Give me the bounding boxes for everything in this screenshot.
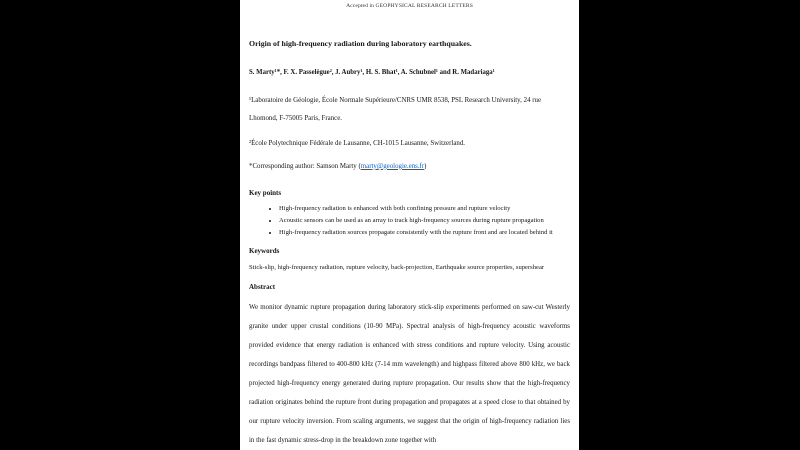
key-point-item: • High-frequency radiation sources propagate consistently with the rupture front and are located behind it [279,228,570,239]
affiliation-2: ²École Polytechnique Fédérale de Lausanne, CH-1015 Lausanne, Switzerland. [249,139,465,147]
corresponding-suffix: ) [424,162,427,170]
paper-page [240,0,579,450]
key-point-item: • Acoustic sensors can be used as an array to track high-frequency sources during rupture propagation [279,216,570,227]
corresponding-prefix: *Corresponding author: Samson Marty ( [249,162,361,170]
author-line: S. Marty¹*, F. X. Passelègue², J. Aubry¹, H. S. Bhat¹, A. Schubnel¹ and R. Madariaga¹ [249,69,495,76]
accepted-note: Accepted in GEOPHYSICAL RESEARCH LETTERS [346,3,473,9]
abstract-heading: Abstract [249,282,276,291]
email-link[interactable]: marty@geologie.ens.fr [360,162,425,170]
key-points-list [249,204,570,239]
key-point-item: • High-frequency radiation is enhanced with both confining pressure and rupture velocity [279,204,570,215]
keywords-text: Stick-slip, high-frequency radiation, rupture velocity, back-projection, Earthquake source properties, supershear [249,263,545,271]
affiliation-1: ¹Laboratoire de Géologie, École Normale Supérieure/CNRS UMR 8538, PSL Research University, 24 rue Lhomond, F-75005 Paris, France. [249,97,542,122]
abstract-text: We monitor dynamic rupture propagation during laboratory stick-slip experiments performed on saw-cut Westerly granite under upper crustal conditions (10-90 MPa). Spectral analysis of high-frequency acoustic waveforms provided evidence that energy radiation is enhanced with stress conditions and rupture velocity. Using acoustic recordings bandpass filtered to 400-800 kHz (7-14 mm wavelength) and highpass filtered above 800 kHz, we back projected high-frequency energy generated during rupture propagation. Our results show that the high-frequency radiation originates behind the rupture front during propagation and propagates at a speed close to that obtained by our rupture velocity inversion. From scaling arguments, we suggest that the origin of high-frequency radiation lies in the fast dynamic stress-drop in the breakdown zone together with [249,303,570,444]
key-points-heading: Key points [249,188,282,197]
corresponding-author-line [249,160,570,174]
keywords-heading: Keywords [249,247,280,256]
paper-title: Origin of high-frequency radiation during laboratory earthquakes. [249,39,472,48]
